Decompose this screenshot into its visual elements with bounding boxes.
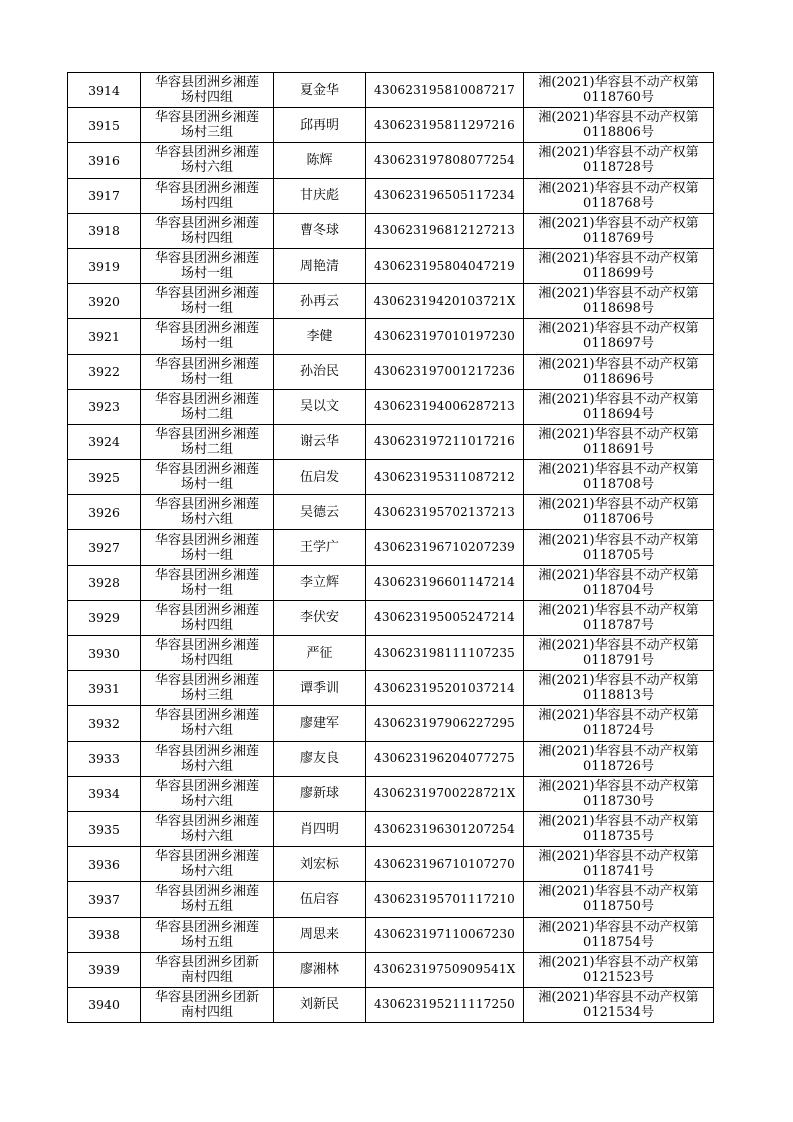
name-cell: 陈辉	[274, 143, 366, 178]
address-cell: 华容县团洲乡湘莲 场村五组	[141, 917, 274, 952]
address-cell: 华容县团洲乡湘莲 场村一组	[141, 248, 274, 283]
table-row	[68, 389, 714, 424]
address-cell: 华容县团洲乡湘莲 场村一组	[141, 354, 274, 389]
row-number-cell: 3929	[68, 600, 141, 635]
certificate-cell: 湘(2021)华容县不动产权第 0118730号	[524, 776, 714, 811]
table-row	[68, 952, 714, 987]
certificate-cell: 湘(2021)华容县不动产权第 0118708号	[524, 460, 714, 495]
name-cell: 吴以文	[274, 389, 366, 424]
address-cell: 华容县团洲乡湘莲 场村六组	[141, 706, 274, 741]
id-number-cell: 430623196710107270	[366, 847, 524, 882]
row-number-cell: 3931	[68, 671, 141, 706]
id-number-cell: 430623195201037214	[366, 671, 524, 706]
id-number-cell: 430623197010197230	[366, 319, 524, 354]
id-number-cell: 430623195005247214	[366, 600, 524, 635]
row-number-cell: 3936	[68, 847, 141, 882]
address-cell: 华容县团洲乡团新 南村四组	[141, 987, 274, 1022]
certificate-cell: 湘(2021)华容县不动产权第 0118750号	[524, 882, 714, 917]
name-cell: 廖友良	[274, 741, 366, 776]
name-cell: 伍启容	[274, 882, 366, 917]
name-cell: 甘庆彪	[274, 178, 366, 213]
address-cell: 华容县团洲乡湘莲 场村六组	[141, 143, 274, 178]
address-cell: 华容县团洲乡湘莲 场村六组	[141, 776, 274, 811]
address-cell: 华容县团洲乡湘莲 场村一组	[141, 319, 274, 354]
row-number-cell: 3914	[68, 73, 141, 108]
row-number-cell: 3916	[68, 143, 141, 178]
id-number-cell: 430623196812127213	[366, 213, 524, 248]
id-number-cell: 430623196710207239	[366, 530, 524, 565]
name-cell: 李立辉	[274, 565, 366, 600]
table-row	[68, 917, 714, 952]
address-cell: 华容县团洲乡湘莲 场村一组	[141, 565, 274, 600]
table-row	[68, 987, 714, 1022]
table-row	[68, 108, 714, 143]
id-number-cell: 430623195701117210	[366, 882, 524, 917]
certificate-cell: 湘(2021)华容县不动产权第 0118698号	[524, 284, 714, 319]
certificate-cell: 湘(2021)华容县不动产权第 0118813号	[524, 671, 714, 706]
table-row	[68, 565, 714, 600]
name-cell: 廖湘林	[274, 952, 366, 987]
table-row	[68, 636, 714, 671]
address-cell: 华容县团洲乡湘莲 场村一组	[141, 530, 274, 565]
id-number-cell: 430623195702137213	[366, 495, 524, 530]
table-row	[68, 73, 714, 108]
table-row	[68, 741, 714, 776]
address-cell: 华容县团洲乡湘莲 场村六组	[141, 495, 274, 530]
certificate-cell: 湘(2021)华容县不动产权第 0118741号	[524, 847, 714, 882]
name-cell: 廖新球	[274, 776, 366, 811]
name-cell: 刘新民	[274, 987, 366, 1022]
table-row	[68, 354, 714, 389]
table-row	[68, 600, 714, 635]
certificate-cell: 湘(2021)华容县不动产权第 0118691号	[524, 424, 714, 459]
id-number-cell: 43062319420103721X	[366, 284, 524, 319]
table-row	[68, 847, 714, 882]
id-number-cell: 43062319700228721X	[366, 776, 524, 811]
table-row	[68, 671, 714, 706]
certificate-cell: 湘(2021)华容县不动产权第 0118697号	[524, 319, 714, 354]
row-number-cell: 3930	[68, 636, 141, 671]
address-cell: 华容县团洲乡湘莲 场村四组	[141, 73, 274, 108]
id-number-cell: 430623195211117250	[366, 987, 524, 1022]
certificate-cell: 湘(2021)华容县不动产权第 0118704号	[524, 565, 714, 600]
id-number-cell: 430623195804047219	[366, 248, 524, 283]
address-cell: 华容县团洲乡湘莲 场村五组	[141, 882, 274, 917]
row-number-cell: 3923	[68, 389, 141, 424]
row-number-cell: 3920	[68, 284, 141, 319]
records-table	[67, 72, 714, 1023]
id-number-cell: 430623196505117234	[366, 178, 524, 213]
table-row	[68, 706, 714, 741]
certificate-cell: 湘(2021)华容县不动产权第 0118760号	[524, 73, 714, 108]
id-number-cell: 430623195311087212	[366, 460, 524, 495]
table-row	[68, 248, 714, 283]
table-row	[68, 882, 714, 917]
row-number-cell: 3940	[68, 987, 141, 1022]
table-row	[68, 178, 714, 213]
address-cell: 华容县团洲乡湘莲 场村四组	[141, 213, 274, 248]
id-number-cell: 430623195810087217	[366, 73, 524, 108]
name-cell: 夏金华	[274, 73, 366, 108]
name-cell: 王学广	[274, 530, 366, 565]
table-row	[68, 811, 714, 846]
id-number-cell: 430623197906227295	[366, 706, 524, 741]
name-cell: 严征	[274, 636, 366, 671]
name-cell: 谢云华	[274, 424, 366, 459]
certificate-cell: 湘(2021)华容县不动产权第 0118728号	[524, 143, 714, 178]
table-row	[68, 424, 714, 459]
row-number-cell: 3932	[68, 706, 141, 741]
row-number-cell: 3926	[68, 495, 141, 530]
row-number-cell: 3938	[68, 917, 141, 952]
row-number-cell: 3937	[68, 882, 141, 917]
name-cell: 谭季训	[274, 671, 366, 706]
name-cell: 李伏安	[274, 600, 366, 635]
id-number-cell: 430623196601147214	[366, 565, 524, 600]
id-number-cell: 430623194006287213	[366, 389, 524, 424]
address-cell: 华容县团洲乡湘莲 场村六组	[141, 811, 274, 846]
row-number-cell: 3939	[68, 952, 141, 987]
name-cell: 吴德云	[274, 495, 366, 530]
certificate-cell: 湘(2021)华容县不动产权第 0121534号	[524, 987, 714, 1022]
row-number-cell: 3917	[68, 178, 141, 213]
row-number-cell: 3915	[68, 108, 141, 143]
table-row	[68, 319, 714, 354]
table-row	[68, 776, 714, 811]
name-cell: 伍启发	[274, 460, 366, 495]
certificate-cell: 湘(2021)华容县不动产权第 0118791号	[524, 636, 714, 671]
name-cell: 廖建军	[274, 706, 366, 741]
id-number-cell: 430623197110067230	[366, 917, 524, 952]
certificate-cell: 湘(2021)华容县不动产权第 0118724号	[524, 706, 714, 741]
address-cell: 华容县团洲乡湘莲 场村四组	[141, 600, 274, 635]
table-row	[68, 284, 714, 319]
address-cell: 华容县团洲乡湘莲 场村三组	[141, 108, 274, 143]
address-cell: 华容县团洲乡湘莲 场村六组	[141, 741, 274, 776]
certificate-cell: 湘(2021)华容县不动产权第 0118806号	[524, 108, 714, 143]
row-number-cell: 3921	[68, 319, 141, 354]
row-number-cell: 3922	[68, 354, 141, 389]
id-number-cell: 430623195811297216	[366, 108, 524, 143]
row-number-cell: 3935	[68, 811, 141, 846]
address-cell: 华容县团洲乡湘莲 场村三组	[141, 671, 274, 706]
table-row	[68, 495, 714, 530]
certificate-cell: 湘(2021)华容县不动产权第 0118696号	[524, 354, 714, 389]
address-cell: 华容县团洲乡湘莲 场村四组	[141, 178, 274, 213]
certificate-cell: 湘(2021)华容县不动产权第 0118735号	[524, 811, 714, 846]
id-number-cell: 430623196204077275	[366, 741, 524, 776]
row-number-cell: 3933	[68, 741, 141, 776]
certificate-cell: 湘(2021)华容县不动产权第 0118705号	[524, 530, 714, 565]
id-number-cell: 430623198111107235	[366, 636, 524, 671]
row-number-cell: 3934	[68, 776, 141, 811]
address-cell: 华容县团洲乡湘莲 场村四组	[141, 636, 274, 671]
address-cell: 华容县团洲乡湘莲 场村六组	[141, 847, 274, 882]
certificate-cell: 湘(2021)华容县不动产权第 0118726号	[524, 741, 714, 776]
row-number-cell: 3925	[68, 460, 141, 495]
id-number-cell: 43062319750909541X	[366, 952, 524, 987]
certificate-cell: 湘(2021)华容县不动产权第 0118769号	[524, 213, 714, 248]
name-cell: 李健	[274, 319, 366, 354]
name-cell: 邱再明	[274, 108, 366, 143]
id-number-cell: 430623197211017216	[366, 424, 524, 459]
address-cell: 华容县团洲乡湘莲 场村二组	[141, 389, 274, 424]
name-cell: 曹冬球	[274, 213, 366, 248]
id-number-cell: 430623197808077254	[366, 143, 524, 178]
row-number-cell: 3928	[68, 565, 141, 600]
records-body	[68, 73, 714, 1023]
certificate-cell: 湘(2021)华容县不动产权第 0118694号	[524, 389, 714, 424]
certificate-cell: 湘(2021)华容县不动产权第 0118787号	[524, 600, 714, 635]
name-cell: 周思来	[274, 917, 366, 952]
name-cell: 刘宏标	[274, 847, 366, 882]
certificate-cell: 湘(2021)华容县不动产权第 0118706号	[524, 495, 714, 530]
address-cell: 华容县团洲乡团新 南村四组	[141, 952, 274, 987]
table-row	[68, 460, 714, 495]
row-number-cell: 3927	[68, 530, 141, 565]
id-number-cell: 430623197001217236	[366, 354, 524, 389]
address-cell: 华容县团洲乡湘莲 场村二组	[141, 424, 274, 459]
certificate-cell: 湘(2021)华容县不动产权第 0118699号	[524, 248, 714, 283]
row-number-cell: 3918	[68, 213, 141, 248]
certificate-cell: 湘(2021)华容县不动产权第 0121523号	[524, 952, 714, 987]
name-cell: 孙再云	[274, 284, 366, 319]
address-cell: 华容县团洲乡湘莲 场村一组	[141, 284, 274, 319]
certificate-cell: 湘(2021)华容县不动产权第 0118768号	[524, 178, 714, 213]
name-cell: 周艳清	[274, 248, 366, 283]
name-cell: 孙治民	[274, 354, 366, 389]
table-row	[68, 143, 714, 178]
table-row	[68, 530, 714, 565]
row-number-cell: 3919	[68, 248, 141, 283]
certificate-cell: 湘(2021)华容县不动产权第 0118754号	[524, 917, 714, 952]
address-cell: 华容县团洲乡湘莲 场村一组	[141, 460, 274, 495]
table-row	[68, 213, 714, 248]
name-cell: 肖四明	[274, 811, 366, 846]
id-number-cell: 430623196301207254	[366, 811, 524, 846]
row-number-cell: 3924	[68, 424, 141, 459]
